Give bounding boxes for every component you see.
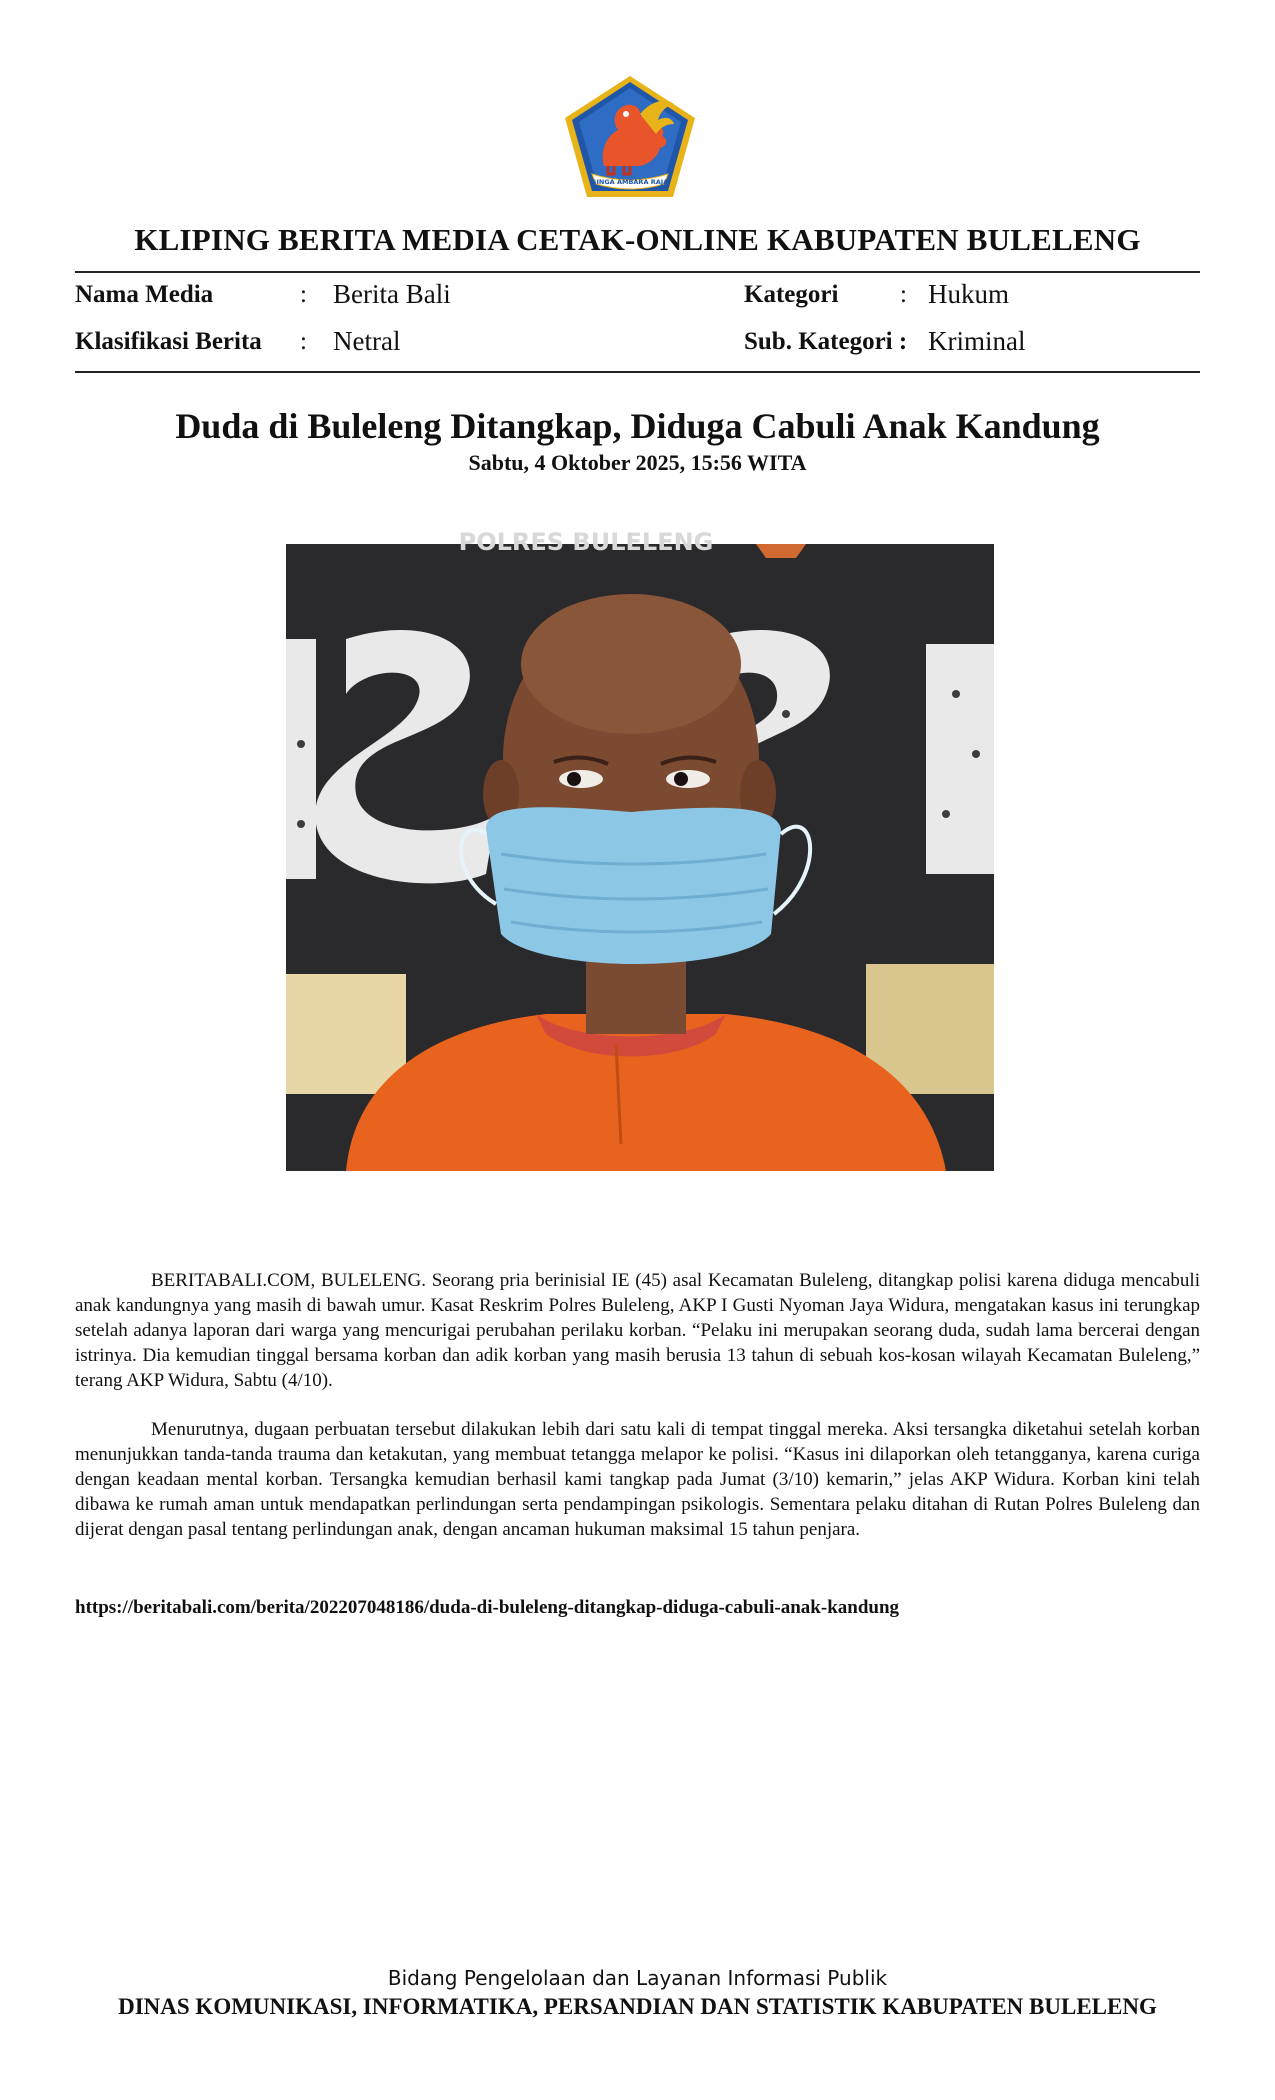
category-value: Hukum bbox=[928, 279, 1009, 309]
subcategory-value: Kriminal bbox=[928, 326, 1026, 356]
category-colon: : bbox=[900, 281, 907, 308]
category-label: Kategori bbox=[744, 281, 839, 308]
footer-office-name: DINAS KOMUNIKASI, INFORMATIKA, PERSANDIAN DAN STATISTIK KABUPATEN BULELENG bbox=[118, 1994, 1157, 2019]
article-headline: Duda di Buleleng Ditangkap, Diduga Cabuli Anak Kandung bbox=[175, 406, 1100, 446]
source-url-link[interactable]: https://beritabali.com/berita/202207048186/duda-di-buleleng-ditangkap-diduga-cabuli-anak-kandung bbox=[75, 1597, 900, 1618]
article-paragraph: Menurutnya, dugaan perbuatan tersebut dilakukan lebih dari satu kali di tempat tinggal mereka. Aksi tersangka diketahui setelah korban menunjukkan tanda-tanda trauma dan ketakutan, yang membuat tetangga melapor ke polisi. “Kasus ini dilaporkan oleh tetangganya, karena curiga dengan keadaan mental korban. Tersangka kemudian berhasil kami tangkap pada Jumat (3/10) kemarin,” jelas AKP Widura. Korban kini telah dibawa ke rumah aman untuk mendapatkan perlindungan serta pendampingan psikologis. Sementara pelaku ditahan di Rutan Polres Buleleng dan dijerat dengan pasal tentang perlindungan anak, dengan ancaman hukuman maksimal 15 tahun penjara. bbox=[75, 1419, 1200, 1540]
document-title: KLIPING BERITA MEDIA CETAK-ONLINE KABUPATEN BULELENG bbox=[134, 222, 1141, 257]
article-photo bbox=[286, 528, 994, 1171]
logo-motto: SINGA AMBARA RAJA bbox=[591, 178, 669, 186]
media-name-value: Berita Bali bbox=[333, 279, 451, 309]
article-body bbox=[75, 1268, 1200, 1566]
article-paragraph: BERITABALI.COM, BULELENG. Seorang pria berinisial IE (45) asal Kecamatan Buleleng, ditangkap polisi karena diduga mencabuli anak kandungnya yang masih di bawah umur. Kasat Reskrim Polres Buleleng, AKP I Gusti Nyoman Jaya Widura, mengatakan kasus ini terungkap setelah adanya laporan dari warga yang mencurigai perubahan perilaku korban. “Pelaku ini merupakan seorang duda, sudah lama bercerai dengan istrinya. Dia kemudian tinggal bersama korban dan adik korban yang masih berusia 13 tahun di sebuah kos-kosan wilayah Kecamatan Buleleng,” terang AKP Widura, Sabtu (4/10). bbox=[75, 1270, 1200, 1391]
footer-unit-name: Bidang Pengelolaan dan Layanan Informasi Publik bbox=[387, 1966, 888, 1990]
article-dateline: Sabtu, 4 Oktober 2025, 15:56 WITA bbox=[468, 450, 807, 475]
header-divider-bottom bbox=[75, 371, 1200, 373]
classification-label: Klasifikasi Berita bbox=[75, 328, 262, 355]
classification-colon: : bbox=[300, 328, 307, 355]
classification-value: Netral bbox=[333, 326, 401, 356]
media-name-colon: : bbox=[300, 281, 307, 308]
buleleng-emblem-logo bbox=[562, 74, 698, 201]
header-divider-top bbox=[75, 271, 1200, 273]
photo-banner-text: POLRES BULELENG bbox=[458, 528, 714, 556]
subcategory-label: Sub. Kategori : bbox=[744, 328, 908, 355]
media-name-label: Nama Media bbox=[75, 281, 214, 308]
